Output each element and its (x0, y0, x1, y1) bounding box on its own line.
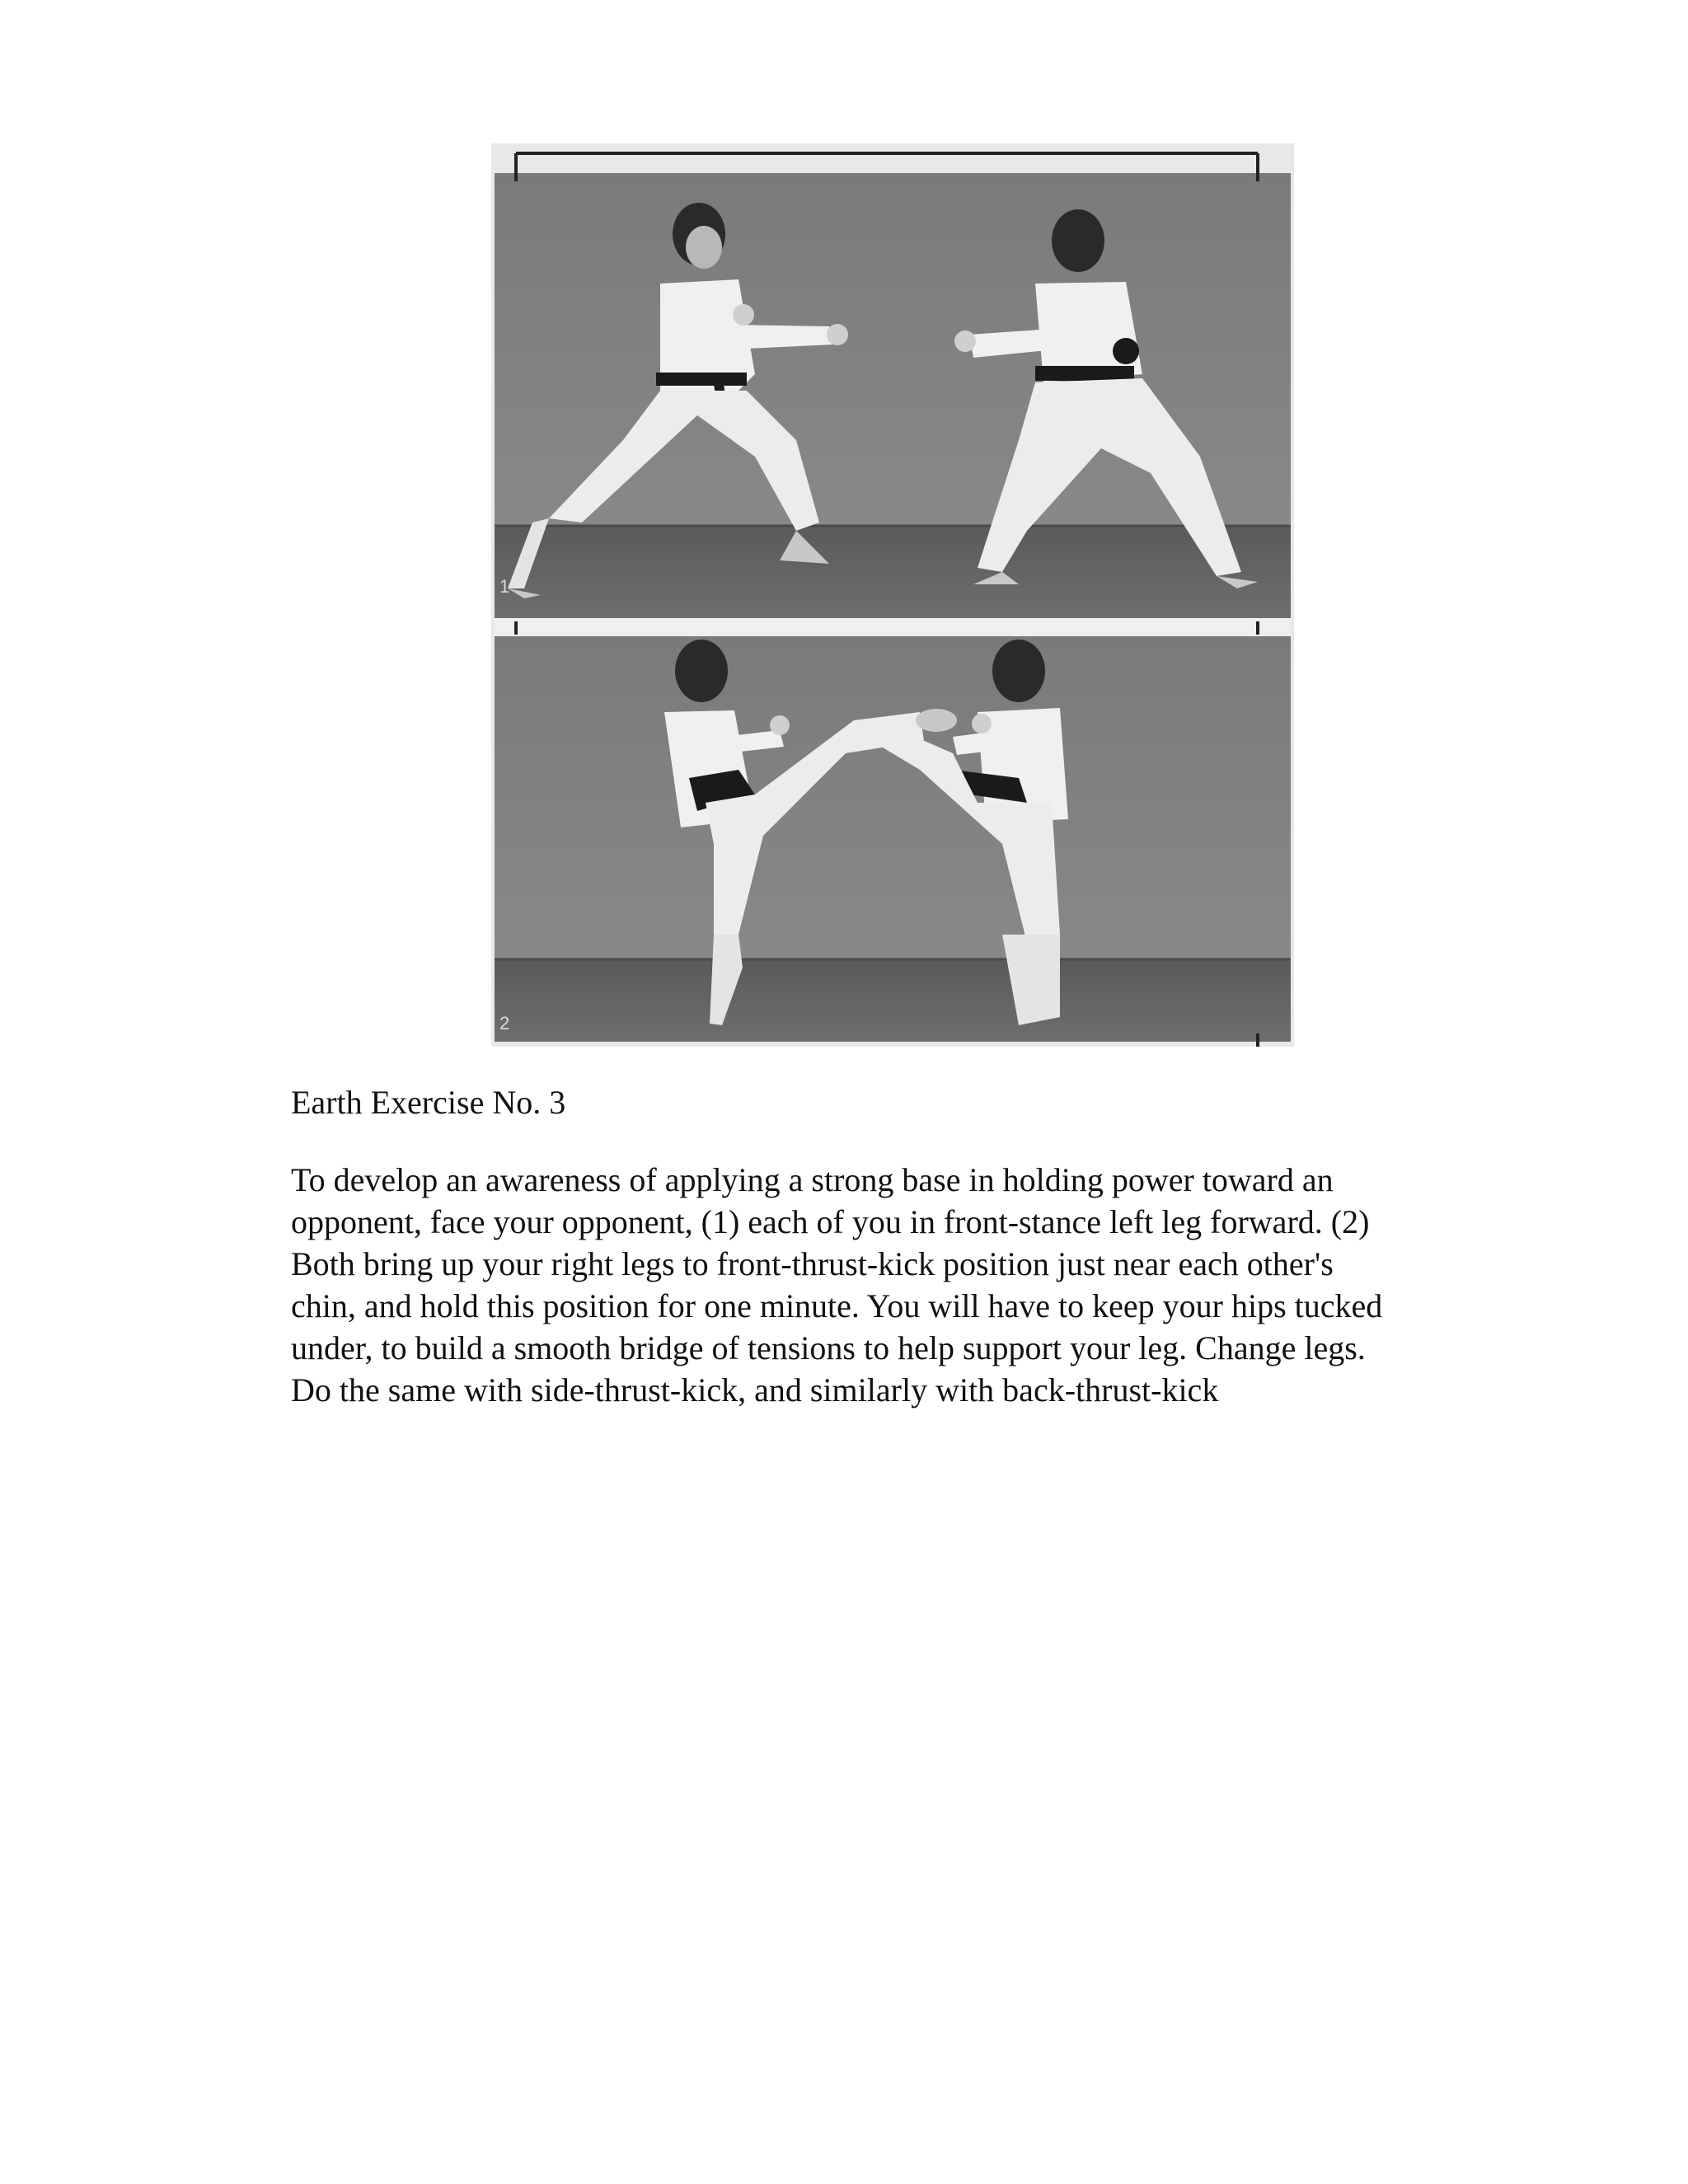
description-line-2: opponent, face your opponent, (1) each of you in front-stance left leg forward. (2) (291, 1203, 1370, 1240)
description-line-5: under, to build a smooth bridge of tensions to help support your leg. Change legs. (291, 1329, 1366, 1366)
photo-panel-2 (495, 636, 1291, 1042)
photo-panel-1 (495, 153, 1291, 618)
exercise-description (291, 1159, 1511, 1411)
karate-photo (491, 143, 1294, 1047)
exercise-title: Earth Exercise No. 3 (291, 1084, 566, 1121)
description-line-4: chin, and hold this position for one minute. You will have to keep your hips tucked (291, 1287, 1383, 1324)
description-line-3: Both bring up your right legs to front-thrust-kick position just near each other's (291, 1245, 1334, 1282)
karate-photo-figure (491, 143, 1294, 1047)
description-line-1: To develop an awareness of applying a strong base in holding power toward an (291, 1161, 1334, 1198)
description-line-6: Do the same with side-thrust-kick, and similarly with back-thrust-kick (291, 1371, 1219, 1408)
panel-2-label: 2 (499, 1013, 510, 1033)
panel-1-label: 1 (499, 576, 510, 597)
